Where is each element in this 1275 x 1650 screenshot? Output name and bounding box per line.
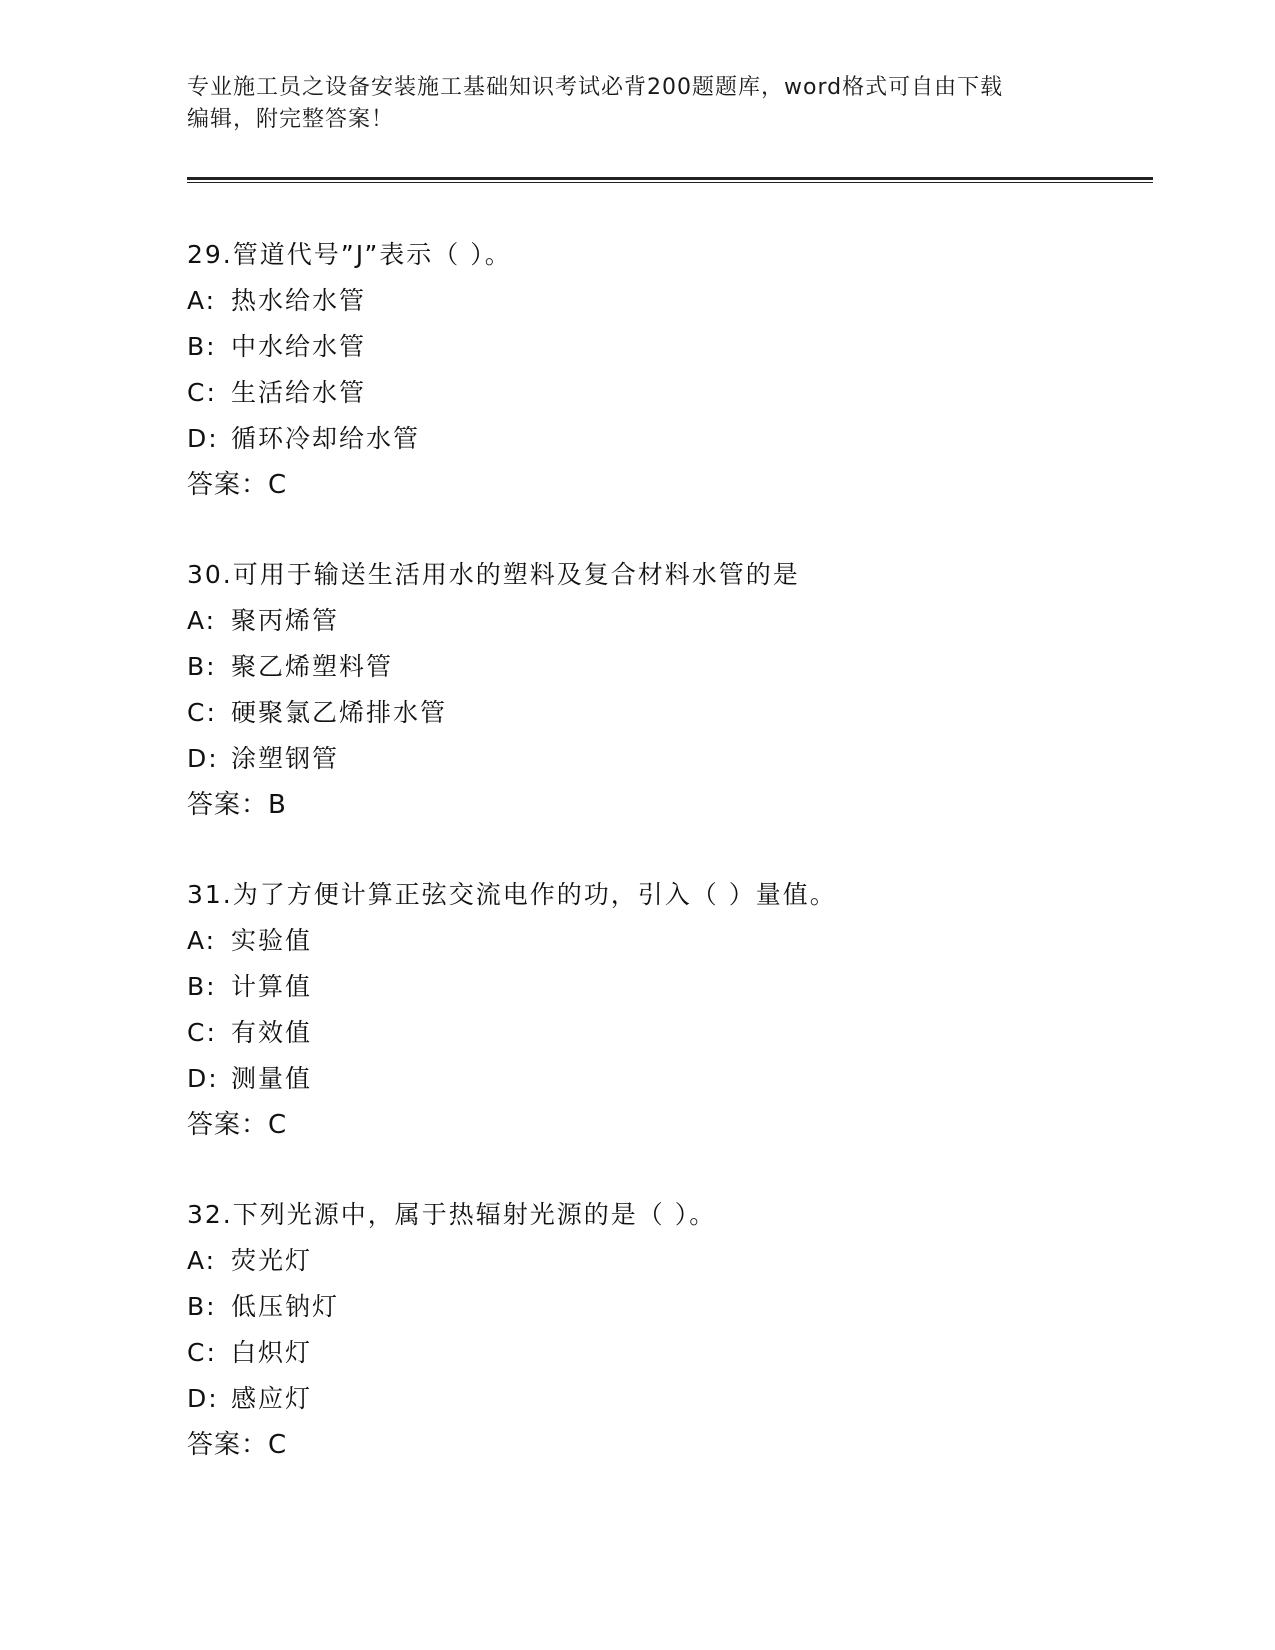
- option-letter: A:: [187, 1246, 217, 1275]
- option-letter: B:: [187, 652, 217, 681]
- question-block: [187, 1192, 1147, 1468]
- answer-line: 答案：C: [187, 1430, 288, 1460]
- option-text: 循环冷却给水管: [231, 424, 421, 453]
- header-title-line-1: 专业施工员之设备安装施工基础知识考试必背200题题库，word格式可自由下载: [187, 75, 1004, 100]
- option-text: 聚乙烯塑料管: [231, 652, 394, 681]
- option-d: [187, 736, 1147, 782]
- header-divider-thick: [187, 177, 1153, 180]
- header-title-line-2: 编辑，附完整答案！: [187, 107, 395, 132]
- option-b: [187, 1284, 1147, 1330]
- option-a: [187, 1238, 1147, 1284]
- option-text: 白炽灯: [231, 1338, 313, 1367]
- option-b: [187, 644, 1147, 690]
- option-letter: D:: [187, 1384, 219, 1413]
- option-d: [187, 416, 1147, 462]
- option-text: 测量值: [231, 1064, 313, 1093]
- option-letter: A:: [187, 606, 217, 635]
- question-stem: 32.下列光源中，属于热辐射光源的是（ ）。: [187, 1200, 717, 1229]
- header-divider-thin: [187, 182, 1153, 183]
- option-text: 中水给水管: [231, 332, 367, 361]
- option-text: 计算值: [231, 972, 313, 1001]
- option-c: [187, 370, 1147, 416]
- option-a: [187, 918, 1147, 964]
- question-stem: 31.为了方便计算正弦交流电作的功，引入（ ）量值。: [187, 880, 837, 909]
- question-stem: 30.可用于输送生活用水的塑料及复合材料水管的是: [187, 560, 800, 589]
- option-letter: C:: [187, 1018, 217, 1047]
- option-text: 热水给水管: [231, 286, 367, 315]
- option-letter: A:: [187, 926, 217, 955]
- option-c: [187, 690, 1147, 736]
- question-block: [187, 232, 1147, 508]
- option-text: 荧光灯: [231, 1246, 313, 1275]
- option-letter: A:: [187, 286, 217, 315]
- option-c: [187, 1010, 1147, 1056]
- question-stem: 29.管道代号”J”表示（ ）。: [187, 240, 512, 269]
- answer-line: 答案：C: [187, 1110, 288, 1140]
- option-text: 生活给水管: [231, 378, 367, 407]
- answer-line: 答案：B: [187, 790, 287, 820]
- option-letter: C:: [187, 378, 217, 407]
- option-a: [187, 278, 1147, 324]
- option-text: 聚丙烯管: [231, 606, 340, 635]
- option-letter: D:: [187, 424, 219, 453]
- option-letter: C:: [187, 1338, 217, 1367]
- option-b: [187, 964, 1147, 1010]
- option-text: 涂塑钢管: [231, 744, 340, 773]
- option-c: [187, 1330, 1147, 1376]
- document-header: [187, 72, 1067, 136]
- option-d: [187, 1376, 1147, 1422]
- option-letter: B:: [187, 972, 217, 1001]
- option-text: 低压钠灯: [231, 1292, 340, 1321]
- option-letter: D:: [187, 744, 219, 773]
- option-d: [187, 1056, 1147, 1102]
- option-text: 感应灯: [231, 1384, 313, 1413]
- option-letter: D:: [187, 1064, 219, 1093]
- option-letter: B:: [187, 1292, 217, 1321]
- answer-line: 答案：C: [187, 470, 288, 500]
- option-b: [187, 324, 1147, 370]
- option-letter: B:: [187, 332, 217, 361]
- question-block: [187, 872, 1147, 1148]
- option-text: 实验值: [231, 926, 313, 955]
- option-text: 硬聚氯乙烯排水管: [231, 698, 448, 727]
- question-block: [187, 552, 1147, 828]
- option-text: 有效值: [231, 1018, 313, 1047]
- option-letter: C:: [187, 698, 217, 727]
- option-a: [187, 598, 1147, 644]
